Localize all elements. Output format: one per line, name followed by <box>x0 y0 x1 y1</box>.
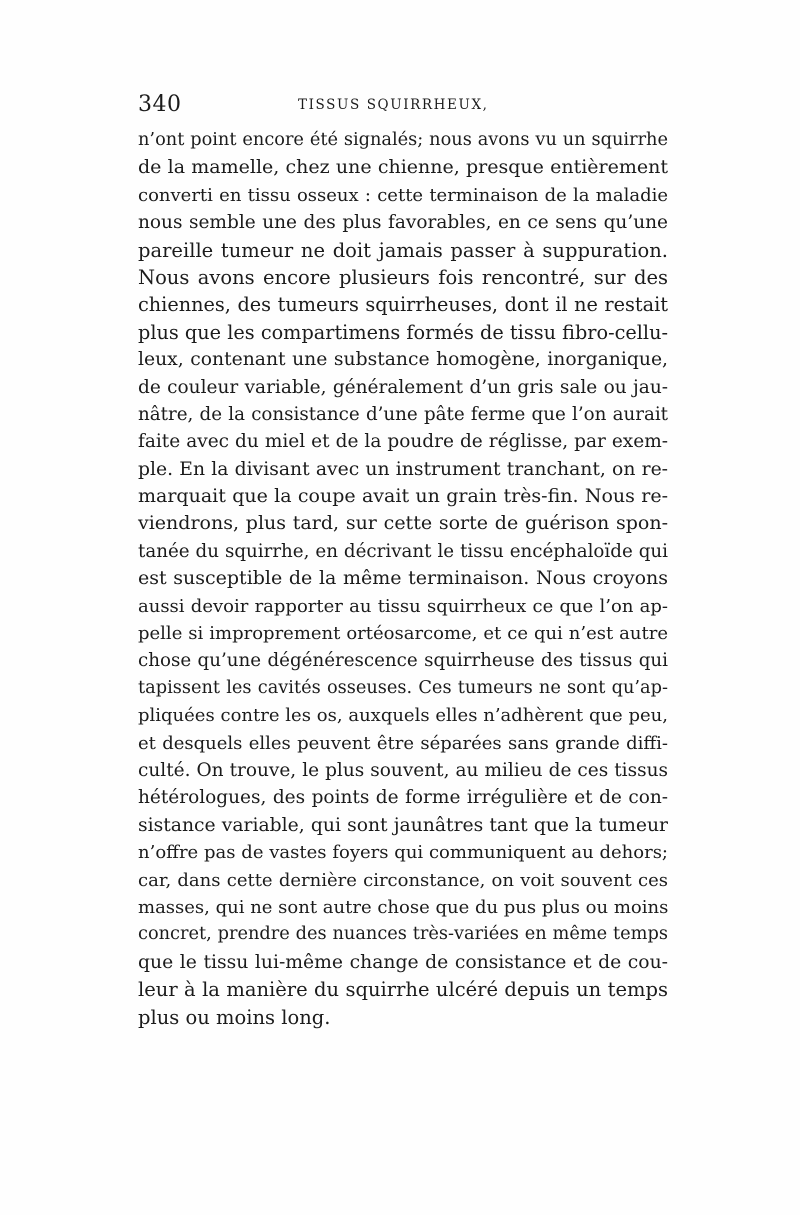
text-line: marquait que la coupe avait un grain très-fin. Nous re- <box>138 485 668 508</box>
text-line: sistance variable, qui sont jaunâtres tant que la tumeur <box>138 814 668 836</box>
text-line: aussi devoir rapporter au tissu squirrheux ce que l’on ap- <box>138 595 668 617</box>
page-header <box>138 92 668 122</box>
text-line: faite avec du miel et de la poudre de réglisse, par exem- <box>138 431 668 453</box>
text-line: tapissent les cavités osseuses. Ces tumeurs ne sont qu’ap- <box>138 677 668 698</box>
text-line: de couleur variable, généralement d’un gris sale ou jau- <box>138 376 668 398</box>
text-line: culté. On trouve, le plus souvent, au milieu de ces tissus <box>138 759 668 781</box>
text-line: pareille tumeur ne doit jamais passer à suppuration. <box>138 238 668 262</box>
text-line: que le tissu lui-même change de consistance et de cou- <box>138 951 668 973</box>
text-line: hétérologues, des points de forme irrégulière et de con- <box>138 787 668 809</box>
text-line: pelle si improprement ortéosarcome, et ce qui n’est autre <box>138 623 668 645</box>
text-line: concret, prendre des nuances très-variées en même temps <box>138 924 668 945</box>
text-line: tanée du squirrhe, en décrivant le tissu encéphaloïde qui <box>138 540 668 562</box>
text-line: est susceptible de la même terminaison. Nous croyons <box>138 567 668 590</box>
text-line: n’ont point encore été signalés; nous avons vu un squirrhe <box>138 130 668 150</box>
text-line: converti en tissu osseux : cette terminaison de la maladie <box>138 184 668 206</box>
text-line: leux, contenant une substance homogène, inorganique, <box>138 349 668 371</box>
text-line: Nous avons encore plusieurs fois rencontré, sur des <box>138 265 668 289</box>
text-line: plus que les compartimens formés de tissu fibro-cellu- <box>138 320 668 344</box>
running-head: TISSUS SQUIRRHEUX, <box>298 97 489 113</box>
text-line: de la mamelle, chez une chienne, presque entièrement <box>138 156 668 179</box>
body-text <box>138 127 668 1031</box>
text-line: pliquées contre les os, auxquels elles n’adhèrent que peu, <box>138 705 668 727</box>
text-line: nous semble une des plus favorables, en ce sens qu’une <box>138 212 668 234</box>
text-line: leur à la manière du squirrhe ulcéré depuis un temps <box>138 978 668 1002</box>
text-line: nâtre, de la consistance d’une pâte ferme que l’on aurait <box>138 403 668 425</box>
text-line: viendrons, plus tard, sur cette sorte de guérison spon- <box>138 512 668 535</box>
text-line: ple. En la divisant avec un instrument tranchant, on re- <box>138 458 668 480</box>
text-line: masses, qui ne sont autre chose que du pus plus ou moins <box>138 896 669 918</box>
text-line-last: plus ou moins long. <box>138 1005 331 1029</box>
text-line: et desquels elles peuvent être séparées sans grande diffi- <box>138 732 668 754</box>
text-line: chose qu’une dégénérescence squirrheuse des tissus qui <box>138 650 668 672</box>
text-line: n’offre pas de vastes foyers qui communiquent au dehors; <box>138 842 668 864</box>
page-number: 340 <box>138 92 182 117</box>
text-line: chiennes, des tumeurs squirrheuses, dont il ne restait <box>138 293 668 317</box>
text-line: car, dans cette dernière circonstance, on voit souvent ces <box>138 869 668 891</box>
